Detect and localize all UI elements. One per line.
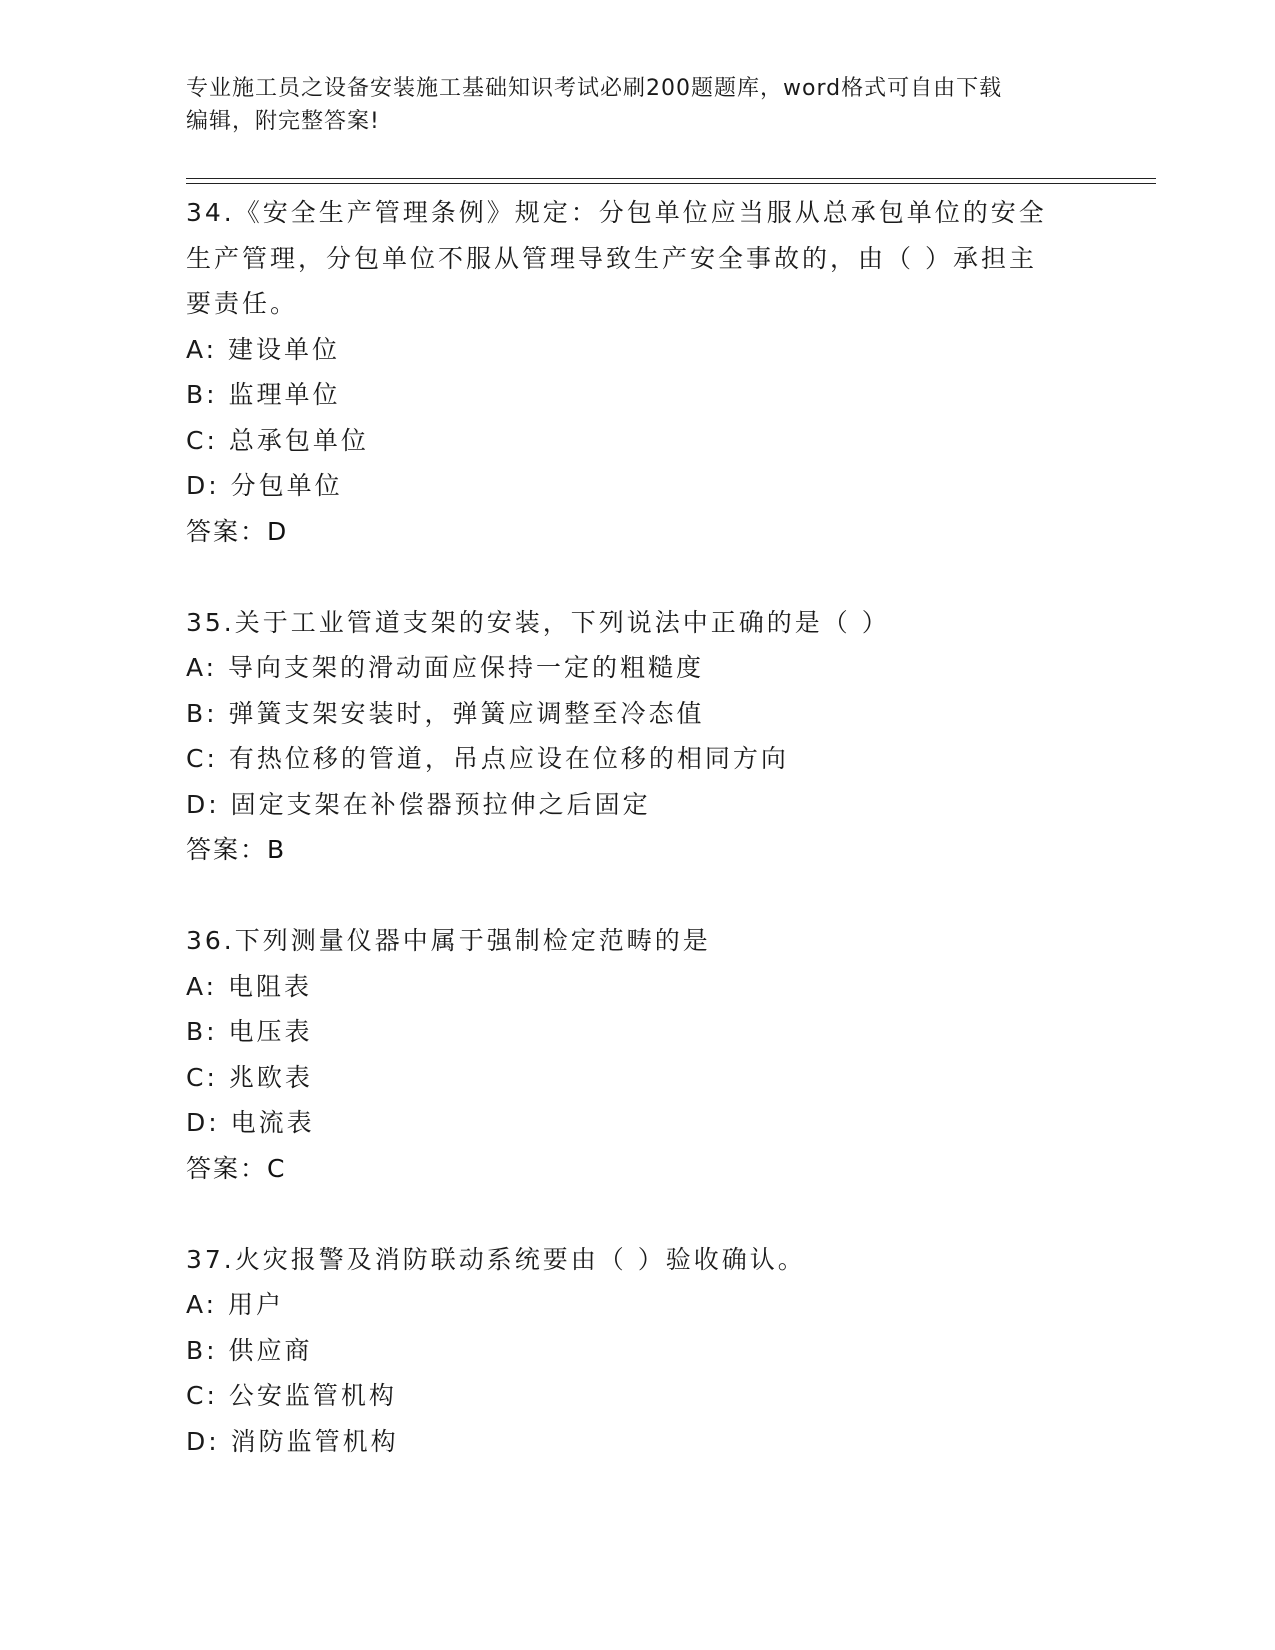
spacer	[186, 1192, 1106, 1237]
option-d: D: 电流表	[186, 1108, 315, 1137]
question-text-line: 要责任。	[186, 289, 299, 318]
header-rule-top	[186, 178, 1156, 179]
answer-line	[186, 827, 1106, 873]
option-d: D: 分包单位	[186, 471, 343, 500]
question-36	[186, 918, 1106, 1192]
header-line-1: 专业施工员之设备安装施工基础知识考试必刷200题题库，word格式可自由下载	[186, 76, 1003, 101]
question-37	[186, 1237, 1106, 1465]
question-text-line: 36.下列测量仪器中属于强制检定范畴的是	[186, 926, 711, 955]
option-c: C: 有热位移的管道，吊点应设在位移的相同方向	[186, 744, 789, 773]
option-c: C: 公安监管机构	[186, 1381, 397, 1410]
answer-line	[186, 1146, 1106, 1192]
header-rule-bottom	[186, 183, 1156, 184]
question-text-line: 37.火灾报警及消防联动系统要由（ ）验收确认。	[186, 1244, 806, 1274]
option-b: B: 弹簧支架安装时，弹簧应调整至冷态值	[186, 698, 705, 728]
option-a: A: 用户	[186, 1290, 285, 1319]
question-list	[186, 190, 1106, 1464]
spacer	[186, 873, 1106, 918]
document-header	[186, 72, 1086, 138]
answer-value: C	[267, 1153, 287, 1183]
question-text-line: 34.《安全生产管理条例》规定：分包单位应当服从总承包单位的安全	[186, 198, 1047, 227]
spacer	[186, 555, 1106, 600]
answer-label: 答案：	[186, 835, 268, 864]
option-a: A: 建设单位	[186, 334, 341, 364]
option-a: A: 导向支架的滑动面应保持一定的粗糙度	[186, 653, 705, 682]
question-text-line: 生产管理，分包单位不服从管理导致生产安全事故的，由（ ）承担主	[186, 243, 1037, 273]
header-line-2: 编辑，附完整答案!	[186, 109, 380, 134]
option-d: D: 消防监管机构	[186, 1426, 399, 1456]
option-d: D: 固定支架在补偿器预拉伸之后固定	[186, 789, 651, 819]
question-35	[186, 600, 1106, 874]
answer-line	[186, 509, 1106, 555]
option-b: B: 监理单位	[186, 380, 341, 409]
question-text-line: 35.关于工业管道支架的安装，下列说法中正确的是（ ）	[186, 607, 890, 637]
answer-label: 答案：	[186, 1153, 268, 1183]
answer-value: D	[267, 516, 289, 546]
option-b: B: 供应商	[186, 1335, 313, 1365]
question-34	[186, 190, 1106, 555]
option-a: A: 电阻表	[186, 971, 313, 1001]
answer-value: B	[267, 835, 287, 864]
answer-label: 答案：	[186, 516, 268, 546]
option-b: B: 电压表	[186, 1017, 313, 1046]
option-c: C: 兆欧表	[186, 1062, 313, 1092]
option-c: C: 总承包单位	[186, 425, 369, 455]
